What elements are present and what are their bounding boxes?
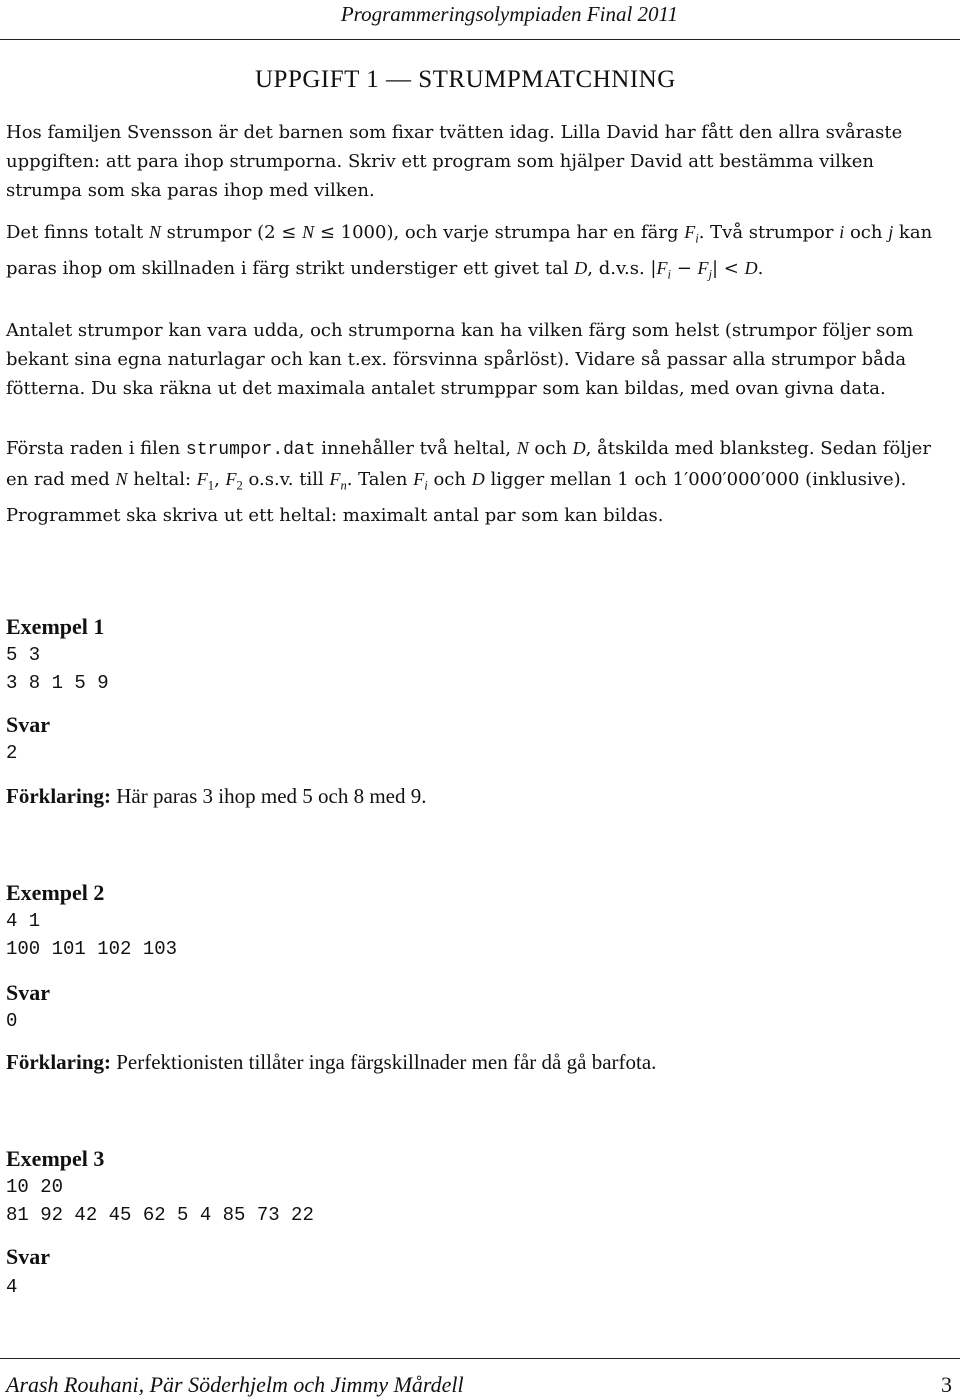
footer-authors: Arash Rouhani, Pär Söderhjelm och Jimmy Mårdell [6,1372,464,1397]
example-1-input-line-1: 5 3 [6,644,41,666]
example-1-answer-label: Svar [6,712,50,737]
example-3-input-line-2: 81 92 42 45 62 5 4 85 73 22 [6,1204,314,1226]
header-rule [0,39,960,40]
example-3-answer: 4 [6,1276,18,1298]
constraints-paragraph: Det finns totalt N strumpor (2 ≤ N ≤ 1000), och varje strumpa har en färg $F_i$. Två strumpor i och j kan paras ihop om skillnaden i färg strikt understiger ett givet tal D, d.v.s. $|F_i - F_j| < D$. [6,222,933,282]
page-header: Programmeringsolympiaden Final 2011 [340,2,678,26]
intro-paragraph: Hos familjen Svensson är det barnen som fixar tvätten idag. Lilla David har fått den allra svåraste uppgiften: att para ihop strumporna. Skriv ett program som hjälper David att bestämma vilken strumpa som ska paras ihop med vilken. [6,122,903,201]
example-2-answer-label: Svar [6,980,50,1005]
example-1-input-line-2: 3 8 1 5 9 [6,672,109,694]
example-3-input-line-1: 10 20 [6,1176,64,1198]
example-2-answer: 0 [6,1010,18,1032]
example-1-title: Exempel 1 [6,614,105,639]
example-2-title: Exempel 2 [6,880,105,905]
rules-paragraph: Antalet strumpor kan vara udda, och strumporna kan ha vilken färg som helst (strumpor följer som bekant sina egna naturlagar och kan t.ex. försvinna spårlöst). Vidare så passar alla strumpor båda fötterna. Du ska räkna ut det maximala antalet strumppar som kan bildas, med ovan givna data. [6,320,914,399]
example-2-input-line-1: 4 1 [6,910,41,932]
input-spec-paragraph: Första raden i filen strumpor.dat innehåller två heltal, N och D, åtskilda med blanksteg. Sedan följer en rad med N heltal: $F_1$, $F_2$ o.s.v. till $F_n$. Talen $F_i$ och D ligger mellan 1 och 1′000′000′000 (inklusive). Programmet ska skriva ut ett heltal: maximalt antal par som kan bildas. [6,438,931,526]
example-2-explanation: Förklaring: Perfektionisten tillåter inga färgskillnader men får då gå barfota. [6,1050,657,1074]
example-3-answer-label: Svar [6,1244,50,1269]
footer-rule [0,1358,960,1359]
input-filename: strumpor.dat [185,440,316,460]
page-number: 3 [941,1372,952,1397]
task-title: UPPGIFT 1 — STRUMPMATCHNING [255,66,676,93]
example-3-title: Exempel 3 [6,1146,105,1171]
example-1-answer: 2 [6,742,18,764]
example-2-input-line-2: 100 101 102 103 [6,938,178,960]
example-1-explanation: Förklaring: Här paras 3 ihop med 5 och 8 med 9. [6,784,427,808]
